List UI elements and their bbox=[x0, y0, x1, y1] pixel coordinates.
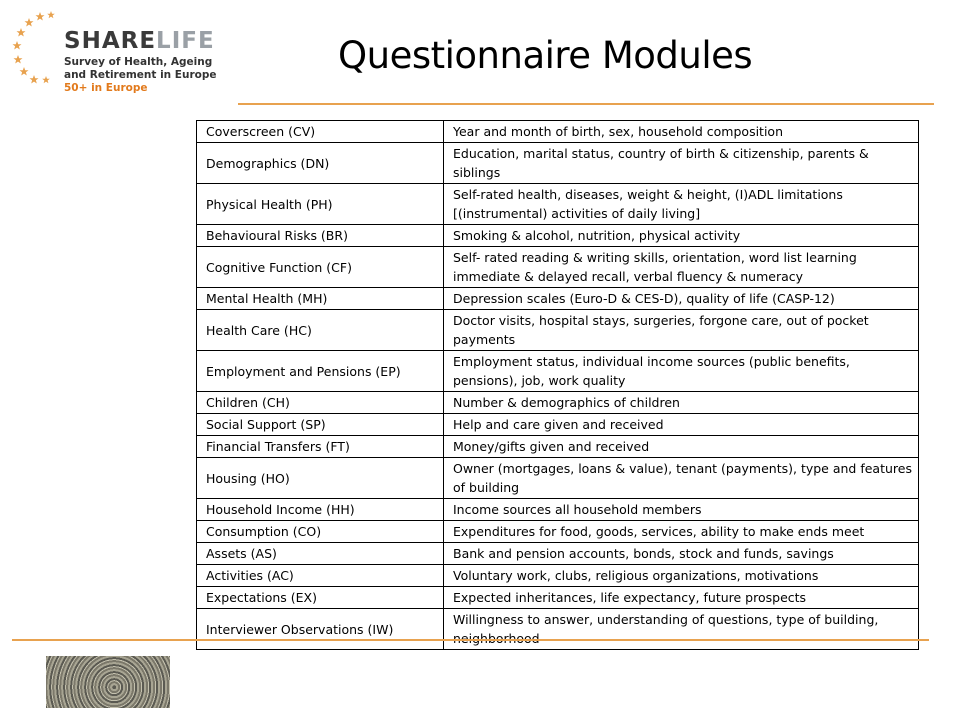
table-row bbox=[197, 414, 919, 436]
table-row bbox=[197, 351, 919, 392]
table-row bbox=[197, 521, 919, 543]
module-content: Money/gifts given and received bbox=[444, 436, 919, 458]
table-row bbox=[197, 587, 919, 609]
module-content: Self- rated reading & writing skills, orientation, word list learning immediate & delayed recall, verbal fluency & numeracy bbox=[444, 247, 919, 288]
slide-title: Questionnaire Modules bbox=[338, 34, 753, 77]
table-row bbox=[197, 247, 919, 288]
module-name: Social Support (SP) bbox=[197, 414, 444, 436]
modules-table bbox=[196, 120, 919, 650]
table-row bbox=[197, 225, 919, 247]
module-content: Education, marital status, country of birth & citizenship, parents & siblings bbox=[444, 143, 919, 184]
module-name: Expectations (EX) bbox=[197, 587, 444, 609]
module-name: Financial Transfers (FT) bbox=[197, 436, 444, 458]
module-name: Demographics (DN) bbox=[197, 143, 444, 184]
module-name: Employment and Pensions (EP) bbox=[197, 351, 444, 392]
module-name: Activities (AC) bbox=[197, 565, 444, 587]
module-name: Assets (AS) bbox=[197, 543, 444, 565]
module-content: Bank and pension accounts, bonds, stock and funds, savings bbox=[444, 543, 919, 565]
table-row bbox=[197, 184, 919, 225]
module-name: Consumption (CO) bbox=[197, 521, 444, 543]
module-name: Housing (HO) bbox=[197, 458, 444, 499]
module-content: Expected inheritances, life expectancy, future prospects bbox=[444, 587, 919, 609]
module-name: Children (CH) bbox=[197, 392, 444, 414]
table-row bbox=[197, 392, 919, 414]
logo-subtitle bbox=[64, 56, 216, 95]
logo-subtitle-line: and Retirement in Europe bbox=[64, 69, 217, 81]
module-content: Expenditures for food, goods, services, ability to make ends meet bbox=[444, 521, 919, 543]
module-content: Year and month of birth, sex, household composition bbox=[444, 121, 919, 143]
logo-subtitle-line: Survey of Health, Ageing bbox=[64, 56, 213, 68]
module-content: Voluntary work, clubs, religious organizations, motivations bbox=[444, 565, 919, 587]
table-row bbox=[197, 436, 919, 458]
module-name: Health Care (HC) bbox=[197, 310, 444, 351]
table-row bbox=[197, 310, 919, 351]
sharelife-logo bbox=[10, 8, 240, 100]
star-arc-icon bbox=[10, 8, 70, 88]
module-content: Owner (mortgages, loans & value), tenant (payments), type and features of building bbox=[444, 458, 919, 499]
module-name: Household Income (HH) bbox=[197, 499, 444, 521]
title-divider bbox=[238, 103, 934, 105]
module-name: Physical Health (PH) bbox=[197, 184, 444, 225]
tree-rings-image bbox=[46, 656, 170, 708]
module-name: Interviewer Observations (IW) bbox=[197, 609, 444, 650]
table-row bbox=[197, 288, 919, 310]
table-row bbox=[197, 565, 919, 587]
table-row bbox=[197, 543, 919, 565]
footer-divider bbox=[12, 639, 929, 641]
module-content: Help and care given and received bbox=[444, 414, 919, 436]
module-content: Number & demographics of children bbox=[444, 392, 919, 414]
module-content: Smoking & alcohol, nutrition, physical activity bbox=[444, 225, 919, 247]
table-row bbox=[197, 609, 919, 650]
module-name: Mental Health (MH) bbox=[197, 288, 444, 310]
module-name: Cognitive Function (CF) bbox=[197, 247, 444, 288]
module-content: Employment status, individual income sources (public benefits, pensions), job, work quality bbox=[444, 351, 919, 392]
module-content: Doctor visits, hospital stays, surgeries, forgone care, out of pocket payments bbox=[444, 310, 919, 351]
module-content: Willingness to answer, understanding of questions, type of building, bbox=[444, 609, 919, 650]
table-row bbox=[197, 458, 919, 499]
module-name: Behavioural Risks (BR) bbox=[197, 225, 444, 247]
logo-tagline: 50+ in Europe bbox=[64, 82, 148, 94]
table-row bbox=[197, 121, 919, 143]
table-row bbox=[197, 143, 919, 184]
module-content: Self-rated health, diseases, weight & height, (I)ADL limitations [(instrumental) activities of daily living] bbox=[444, 184, 919, 225]
table-row bbox=[197, 499, 919, 521]
module-content: Depression scales (Euro-D & CES-D), quality of life (CASP-12) bbox=[444, 288, 919, 310]
module-name: Coverscreen (CV) bbox=[197, 121, 444, 143]
module-content: Income sources all household members bbox=[444, 499, 919, 521]
logo-wordmark: SHARELIFE bbox=[64, 28, 215, 54]
